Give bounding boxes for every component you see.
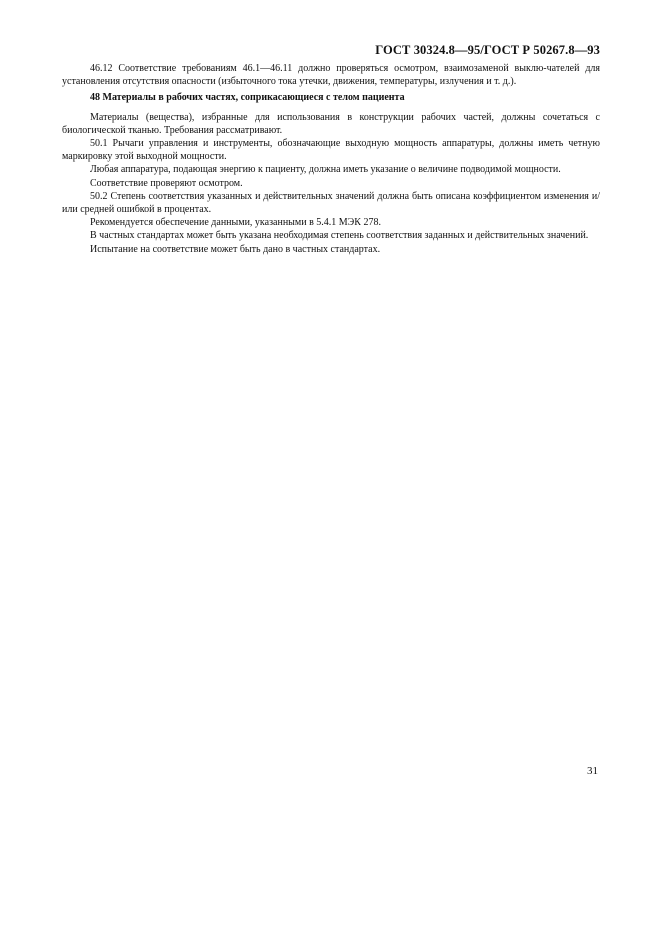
paragraph-testing: Испытание на соответствие может быть дано в частных стандартах.	[90, 243, 381, 255]
paragraph-private-standards: В частных стандартах может быть указана необходимая степень соответствия заданных и действительных значений.	[90, 230, 589, 242]
document-header: ГОСТ 30324.8—95/ГОСТ Р 50267.8—93	[375, 43, 600, 57]
document-body	[62, 62, 600, 256]
paragraph-46-12: 46.12 Соответствие требованиям 46.1—46.11 должно проверяться осмотром, взаимозаменой выклю-чателей для установления отсутствия опасности (избыточного тока утечки, движения, температуры, излучения и т. д.).	[62, 63, 600, 88]
section-heading-48: 48 Материалы в рабочих частях, соприкасающиеся с телом пациента	[90, 92, 405, 104]
paragraph-recommendation: Рекомендуется обеспечение данными, указанными в 5.4.1 МЭК 278.	[90, 217, 381, 229]
paragraph-50-1: 50.1 Рычаги управления и инструменты, обозначающие выходную мощность аппаратуры, должны иметь четную маркировку этой выходной мощности.	[62, 138, 600, 163]
paragraph-50-2: 50.2 Степень соответствия указанных и действительных значений должна быть описана коэффициентом изменения и/или средней ошибкой в процентах.	[62, 190, 600, 216]
paragraph-apparatus: Любая аппаратура, подающая энергию к пациенту, должна иметь указание о величине подводимой мощности.	[90, 164, 561, 176]
paragraph-compliance: Соответствие проверяют осмотром.	[90, 177, 243, 189]
page-number: 31	[587, 765, 598, 777]
paragraph-materials: Материалы (вещества), избранные для использования в конструкции рабочих частей, должны сочетаться с биологической тканью. Требования рассматривают.	[62, 111, 600, 136]
